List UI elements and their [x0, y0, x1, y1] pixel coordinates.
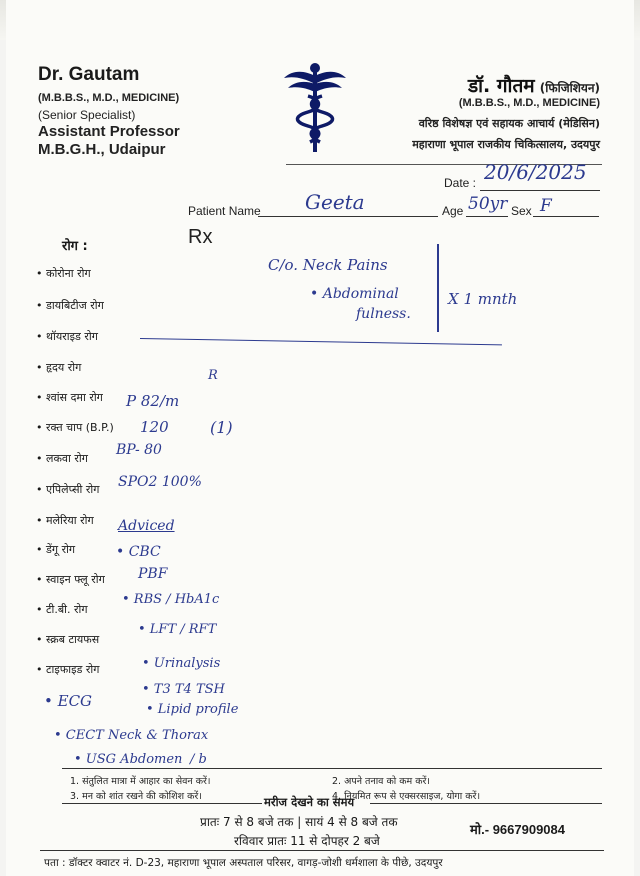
- specialty-hi: (फिजिशियन): [539, 81, 600, 95]
- disease-item: • कोरोना रोग: [36, 267, 91, 280]
- complaint-line-1: C/o. Neck Pains: [268, 256, 388, 274]
- investigation-item: • LFT / RFT: [138, 622, 217, 637]
- investigation-item: • CECT Neck & Thorax: [54, 728, 209, 743]
- hospital-en: M.B.G.H., Udaipur: [38, 141, 166, 158]
- doctor-name-en: Dr. Gautam: [38, 64, 140, 85]
- age-value: 50yr: [468, 194, 508, 214]
- disease-item: • टाइफाइड रोग: [36, 663, 100, 676]
- duration: X 1 mnth: [448, 290, 518, 308]
- doctor-name-hi: डॉ. गौतम: [467, 75, 535, 97]
- investigation-item: • T3 T4 TSH: [142, 682, 225, 697]
- complaint-line-3: fulness.: [356, 306, 411, 322]
- investigation-item: • Lipid profile: [146, 702, 239, 717]
- disease-item: • डायबिटीज रोग: [36, 299, 104, 312]
- sex-value: F: [540, 196, 552, 216]
- pulse: P 82/m: [126, 392, 180, 410]
- investigation-item: • CBC: [116, 544, 161, 560]
- disease-item: • हृदय रोग: [36, 361, 82, 374]
- investigation-item: • Urinalysis: [142, 656, 221, 671]
- bp-diastolic: BP- 80: [116, 442, 162, 458]
- rog-title: रोग :: [62, 239, 88, 254]
- disease-item: • थॉयराइड रोग: [36, 330, 98, 343]
- timing-title: मरीज देखने का समय: [264, 795, 355, 809]
- caduceus-icon: [282, 62, 348, 154]
- disease-item: • स्वाइन फ्लू रोग: [36, 573, 105, 586]
- address: पता : डॉक्टर क्वाटर नं. D-23, महाराणा भूपाल अस्पताल परिसर, वागड़-जोशी धर्मशाला के पीछे, उदयपुर: [44, 857, 443, 869]
- degrees-en: (M.B.B.S., M.D., MEDICINE): [38, 92, 180, 104]
- disease-item: • स्क्रब टायफस: [36, 633, 100, 646]
- bp-systolic: 120: [140, 418, 169, 436]
- advice-1: 1. संतुलित मात्रा में आहार का सेवन करें।: [70, 776, 211, 787]
- investigation-item: • USG Abdomen: [74, 752, 183, 767]
- disease-item: • मलेरिया रोग: [36, 514, 94, 527]
- investigation-item: / b: [190, 752, 207, 767]
- rx-label: Rx: [188, 226, 213, 248]
- date-value: 20/6/2025: [484, 160, 587, 184]
- investigation-item: PBF: [138, 566, 168, 582]
- disease-item: • टी.बी. रोग: [36, 603, 88, 616]
- age-label: Age: [442, 204, 464, 218]
- patient-name-value: Geeta: [305, 190, 365, 214]
- advice-4: 4. नियमित रूप से एक्सरसाइज, योगा करें।: [332, 791, 481, 802]
- disease-item: • एपिलेप्सी रोग: [36, 483, 100, 496]
- disease-item: • रक्त चाप (B.P.): [36, 421, 114, 434]
- advice-3: 3. मन को शांत रखने की कोशिश करें।: [70, 791, 202, 802]
- patient-name-label: Patient Name: [188, 204, 261, 218]
- mobile-number: मो.- 9667909084: [470, 822, 565, 837]
- investigation-item: • ECG: [44, 692, 93, 710]
- investigation-item: • RBS / HbA1c: [122, 592, 220, 607]
- mark-1: (1): [210, 418, 233, 437]
- disease-item: • लकवा रोग: [36, 452, 88, 465]
- doctor-name-hi-wrap: [468, 72, 600, 98]
- senior-specialist: (Senior Specialist): [38, 108, 136, 122]
- advice-heading: Adviced: [118, 518, 175, 534]
- date-label: Date :: [444, 176, 477, 190]
- complaint-bracket: [437, 244, 439, 332]
- disease-item: • श्वांस दमा रोग: [36, 391, 103, 404]
- hospital-hi: महाराणा भूपाल राजकीय चिकित्सालय, उदयपुर: [412, 138, 600, 151]
- degrees-en-right: (M.B.B.S., M.D., MEDICINE): [458, 97, 600, 109]
- spo2: SPO2 100%: [118, 474, 202, 490]
- position-hi: वरिष्ठ विशेषज्ञ एवं सहायक आचार्य (मेडिसिन): [418, 117, 600, 130]
- advice-2: 2. अपने तनाव को कम करें।: [332, 776, 431, 787]
- exam-mark: R: [208, 368, 218, 383]
- timing-1: प्रातः 7 से 8 बजे तक | सायं 4 से 8 बजे तक: [200, 815, 398, 829]
- timing-2: रविवार प्रातः 11 से दोपहर 2 बजे: [234, 834, 380, 848]
- sex-label: Sex: [511, 204, 532, 218]
- complaint-line-2: • Abdominal: [310, 286, 399, 302]
- position-en: Assistant Professor: [38, 123, 180, 140]
- disease-item: • डेंगू रोग: [36, 543, 76, 556]
